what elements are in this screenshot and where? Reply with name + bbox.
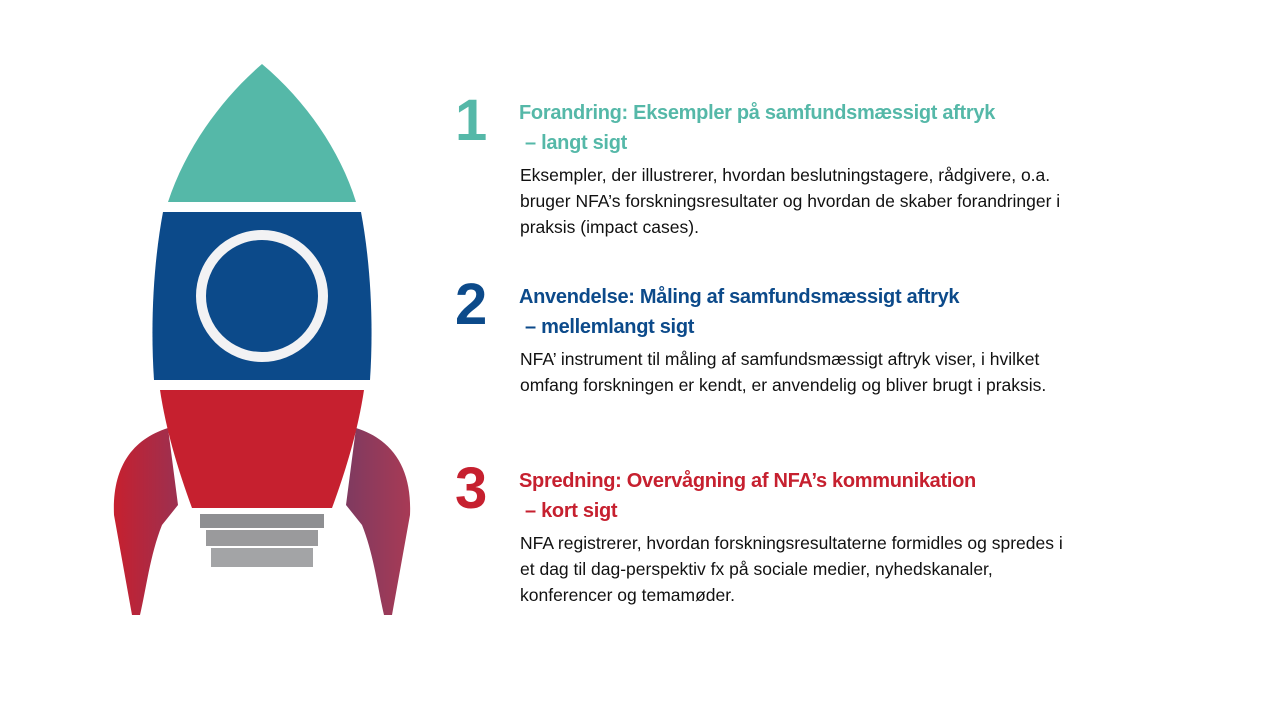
right-fin (346, 428, 410, 615)
step-title-line-2: – mellemlangt sigt (525, 316, 695, 338)
step-title (519, 466, 1079, 526)
step-title-line-1: Spredning: Overvågning af NFA’s kommunikation (519, 470, 976, 492)
step-number: 1 (455, 88, 487, 153)
step-title-line-1: Forandring: Eksempler på samfundsmæssigt aftryk (519, 102, 996, 124)
exhaust-nozzle (200, 514, 324, 567)
step-number: 2 (455, 272, 487, 337)
step-title-line-1: Anvendelse: Måling af samfundsmæssigt aftryk (519, 286, 960, 308)
step-description: Eksempler, der illustrerer, hvordan beslutningstagere, rådgivere, o.a. bruger NFA’s forskningsresultater og hvordan de skaber forandringer i praksis (impact cases). (520, 165, 1061, 237)
step-title (519, 98, 1079, 158)
step-number: 3 (455, 456, 487, 521)
porthole-window (201, 235, 323, 357)
lower-body (160, 390, 364, 508)
nose-cone (168, 64, 356, 202)
rocket-icon (0, 0, 520, 720)
left-fin (114, 428, 178, 615)
step-title-line-2: – kort sigt (525, 500, 618, 522)
step-title-line-2: – langt sigt (525, 132, 627, 154)
step-title (519, 282, 1079, 342)
step-description: NFA registrerer, hvordan forskningsresultaterne formidles og spredes i et dag til dag-perspektiv fx på sociale medier, nyhedskanaler, konferencer og temamøder. (520, 533, 1063, 605)
step-description: NFA’ instrument til måling af samfundsmæssigt aftryk viser, i hvilket omfang forskningen er kendt, er anvendelig og bliver brugt i praksis. (520, 349, 1047, 395)
